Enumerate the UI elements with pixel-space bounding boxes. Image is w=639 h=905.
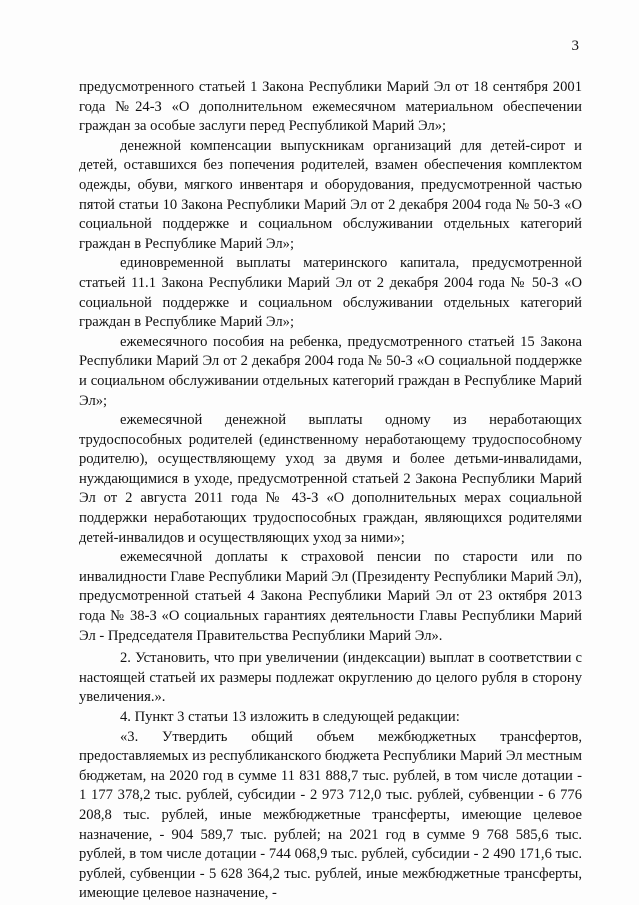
paragraph-continuation: предусмотренного статьей 1 Закона Республики Марий Эл от 18 сентября 2001 года №24-З «О дополнительном ежемесячном материальном обеспечении граждан за особые заслуги перед Республикой Марий Эл»; xyxy=(79,79,582,135)
paragraph-item-4: 4. Пункт 3 статьи 13 изложить в следующей редакции: xyxy=(120,709,460,725)
paragraph-maternity-capital: единовременной выплаты материнского капитала, предусмотренной статьей 11.1 Закона Республики Марий Эл от 2 декабря 2004 года № 50-З «О социальной поддержке и социальном обслуживании отдельных категорий граждан в Республике Марий Эл»; xyxy=(79,255,582,331)
paragraph-indexation: 2. Установить, что при увеличении (индексации) выплат в соответствии с настоящей статьей их размеры подлежат округлению до целого рубля в сторону увеличения.». xyxy=(79,650,582,706)
paragraph-interbudget-transfers: «3. Утвердить общий объем межбюджетных трансфертов, предоставляемых из республиканского бюджета Республики Марий Эл местным бюджетам, на 2020 год в сумме 11 831 888,7 тыс. рублей, в том числе дотации - 1 177 378,2 тыс. рублей, субсидии - 2 973 712,0 тыс. рублей, субвенции - 6 776 208,8 тыс. рублей, иные межбюджетные трансферты, имеющие целевое назначение, - 904 589,7 тыс. рублей; на 2021 год в сумме 9 768 585,6 тыс. рублей, в том числе дотации - 744 068,9 тыс. рублей, субсидии - 2 490 171,6 тыс. рублей, субвенции - 5 628 364,2 тыс. рублей, иные межбюджетные трансферты, имеющие целевое назначение, - xyxy=(79,728,582,902)
page-number: 3 xyxy=(571,38,579,54)
paragraph-disabled-children-care: ежемесячной денежной выплаты одному из неработающих трудоспособных родителей (единственному неработающему трудоспособному родителю), осуществляющему уход за двумя и более детьми-инвалидами, нуждающимися в уходе, предусмотренной статьей 2 Закона Республики Марий Эл от 2 августа 2011 года № 43-З «О дополнительных мерах социальной поддержки неработающих трудоспособных граждан, являющихся родителями детей-инвалидов и осуществляющих уход за ними»; xyxy=(79,412,582,546)
paragraph-orphan-compensation: денежной компенсации выпускникам организаций для детей-сирот и детей, оставшихся без попечения родителей, взамен обеспечения комплектом одежды, обуви, мягкого инвентаря и оборудования, предусмотренной частью пятой статьи 10 Закона Республики Марий Эл от 2 декабря 2004 года № 50-З «О социальной поддержке и социальном обслуживании отдельных категорий граждан в Республике Марий Эл»; xyxy=(79,137,582,252)
document-body xyxy=(79,78,582,904)
paragraph-pension-supplement: ежемесячной доплаты к страховой пенсии по старости или по инвалидности Главе Республики Марий Эл (Президенту Республики Марий Эл), предусмотренной статьей 4 Закона Республики Марий Эл от 23 октября 2013 года № 38-З «О социальных гарантиях деятельности Главы Республики Марий Эл - Председателя Правительства Республики Марий Эл». xyxy=(79,549,582,644)
paragraph-child-allowance: ежемесячного пособия на ребенка, предусмотренного статьей 15 Закона Республики Марий Эл от 2 декабря 2004 года № 50-З «О социальной поддержке и социальном обслуживании отдельных категорий граждан в Республике Марий Эл»; xyxy=(79,333,582,409)
